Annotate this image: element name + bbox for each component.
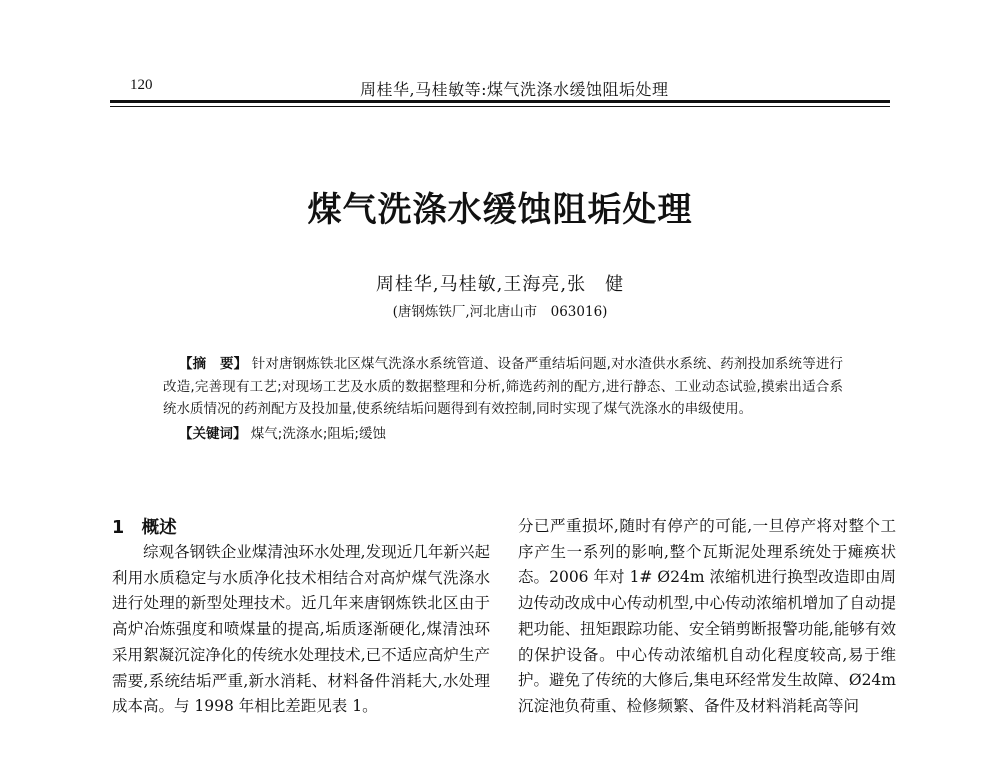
- affiliation: (唐钢炼铁厂,河北唐山市 063016): [392, 304, 608, 320]
- section-heading: 1 概述: [112, 518, 177, 538]
- abstract-text: 针对唐钢炼铁北区煤气洗涤水系统管道、设备严重结垢问题,对水渣供水系统、药剂投加系统等进行改造,完善现有工艺;对现场工艺及水质的数据整理和分析,筛选药剂的配方,进行静态、工业动态试验,摸索出适合系统水质情况的药剂配方及投加量,使系统结垢问题得到有效控制,同时实现了煤气洗涤水的串级使用。: [163, 356, 844, 417]
- header-rule-thin: [110, 106, 890, 107]
- abstract-block: [163, 353, 843, 445]
- body-column-right: [518, 514, 896, 720]
- keywords-text: 煤气;洗涤水;阻垢;缓蚀: [250, 425, 386, 442]
- body-paragraph: 综观各钢铁企业煤清浊环水处理,发现近几年新兴起利用水质稳定与水质净化技术相结合对高炉煤气洗涤水进行处理的新型处理技术。近几年来唐钢炼铁北区由于高炉冶炼强度和喷煤量的提高,垢质逐渐硬化,煤清浊环采用絮凝沉淀净化的传统水处理技术,已不适应高炉生产需要,系统结垢严重,新水消耗、材料备件消耗大,水处理成本高。与 1998 年相比差距见表 1。: [112, 543, 490, 716]
- keywords-label: 【关键词】: [179, 425, 247, 442]
- page-number: 120: [130, 77, 153, 93]
- abstract-paragraph: [163, 353, 843, 421]
- abstract-label: 【摘 要】: [179, 356, 248, 372]
- keywords-line: [163, 423, 843, 446]
- page-header: [110, 77, 890, 99]
- running-title: 周桂华,马桂敏等:煤气洗涤水缓蚀阻垢处理: [360, 80, 669, 99]
- paper-title: 煤气洗涤水缓蚀阻垢处理: [307, 190, 693, 230]
- body-paragraph-continued: 分已严重损坏,随时有停产的可能,一旦停产将对整个工序产生一系列的影响,整个瓦斯泥处理系统处于瘫痪状态。2006 年对 1# Ø24m 浓缩机进行换型改造即由周边传动改成中心传动机型,中心传动浓缩机增加了自动提耙功能、扭矩跟踪功能、安全销剪断报警功能,能够有效的保护设备。中心传动浓缩机自动化程度较高,易于维护。避免了传统的大修后,集电环经常发生故障、Ø24m 沉淀池负荷重、检修频繁、备件及材料消耗高等问: [518, 517, 896, 715]
- author-list: 周桂华,马桂敏,王海亮,张 健: [375, 274, 625, 295]
- body-column-left: [112, 540, 490, 720]
- header-rule-thick: [110, 100, 890, 103]
